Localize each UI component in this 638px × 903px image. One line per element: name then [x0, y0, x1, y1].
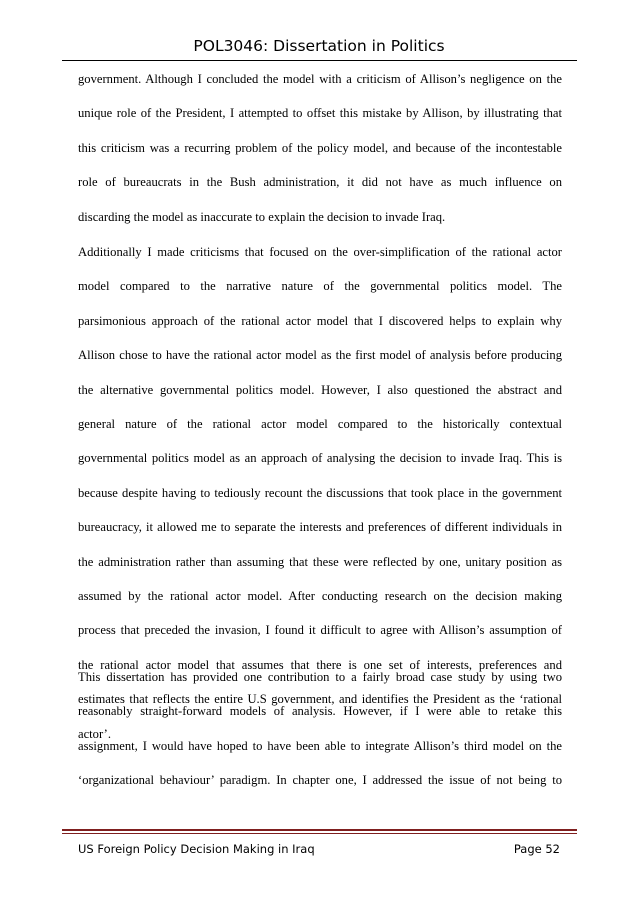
text-line: governmental politics model as an approach of analysing the decision to invade Iraq. This is	[78, 451, 562, 466]
header-divider	[62, 60, 577, 61]
text-line: This dissertation has provided one contribution to a fairly broad case study by using two	[78, 670, 562, 684]
text-line: reasonably straight-forward models of analysis. However, if I were able to retake this	[78, 704, 562, 719]
text-line: the alternative governmental politics model. However, I also questioned the abstract and	[78, 382, 562, 397]
text-line: ‘organizational behaviour’ paradigm. In chapter one, I addressed the issue of not being to	[78, 773, 562, 788]
text-line: discarding the model as inaccurate to explain the decision to invade Iraq.	[78, 209, 446, 224]
page-header-title: POL3046: Dissertation in Politics	[193, 37, 445, 55]
text-line: estimates that reflects the entire U.S government, and identifies the President as the ‘rational	[78, 692, 562, 707]
text-line: assumed by the rational actor model. After conducting research on the decision making	[78, 589, 562, 603]
footer-divider-thin	[62, 833, 577, 834]
text-line: Additionally I made criticisms that focused on the over-simplification of the rational actor	[78, 245, 562, 259]
footer-document-title: US Foreign Policy Decision Making in Iraq	[78, 842, 315, 856]
text-line: assignment, I would have hoped to have been able to integrate Allison’s third model on the	[78, 738, 562, 753]
footer-divider-thick	[62, 829, 577, 831]
text-line: parsimonious approach of the rational actor model that I discovered helps to explain why	[78, 313, 562, 328]
text-line: model compared to the narrative nature of the governmental politics model. The	[78, 279, 562, 294]
text-line: role of bureaucrats in the Bush administration, it did not have as much influence on	[78, 175, 562, 190]
text-line: Allison chose to have the rational actor model as the first model of analysis before producing	[78, 348, 562, 363]
text-line: general nature of the rational actor model compared to the historically contextual	[78, 417, 562, 431]
text-line: actor’.	[78, 726, 111, 741]
text-line: the rational actor model that assumes that there is one set of interests, preferences and	[78, 657, 562, 672]
text-line: the administration rather than assuming that these were reflected by one, unitary position as	[78, 554, 562, 569]
text-line: because despite having to tediously recount the discussions that took place in the government	[78, 485, 562, 500]
text-line: this criticism was a recurring problem of the policy model, and because of the incontestable	[78, 140, 562, 155]
footer-page-number: Page 52	[513, 842, 560, 856]
text-line: process that preceded the invasion, I found it difficult to agree with Allison’s assumption of	[78, 623, 562, 638]
text-line: bureaucracy, it allowed me to separate the interests and preferences of different individuals in	[78, 520, 562, 535]
text-line: government. Although I concluded the model with a criticism of Allison’s negligence on the	[78, 72, 562, 86]
text-line: unique role of the President, I attempted to offset this mistake by Allison, by illustrating that	[78, 106, 562, 121]
